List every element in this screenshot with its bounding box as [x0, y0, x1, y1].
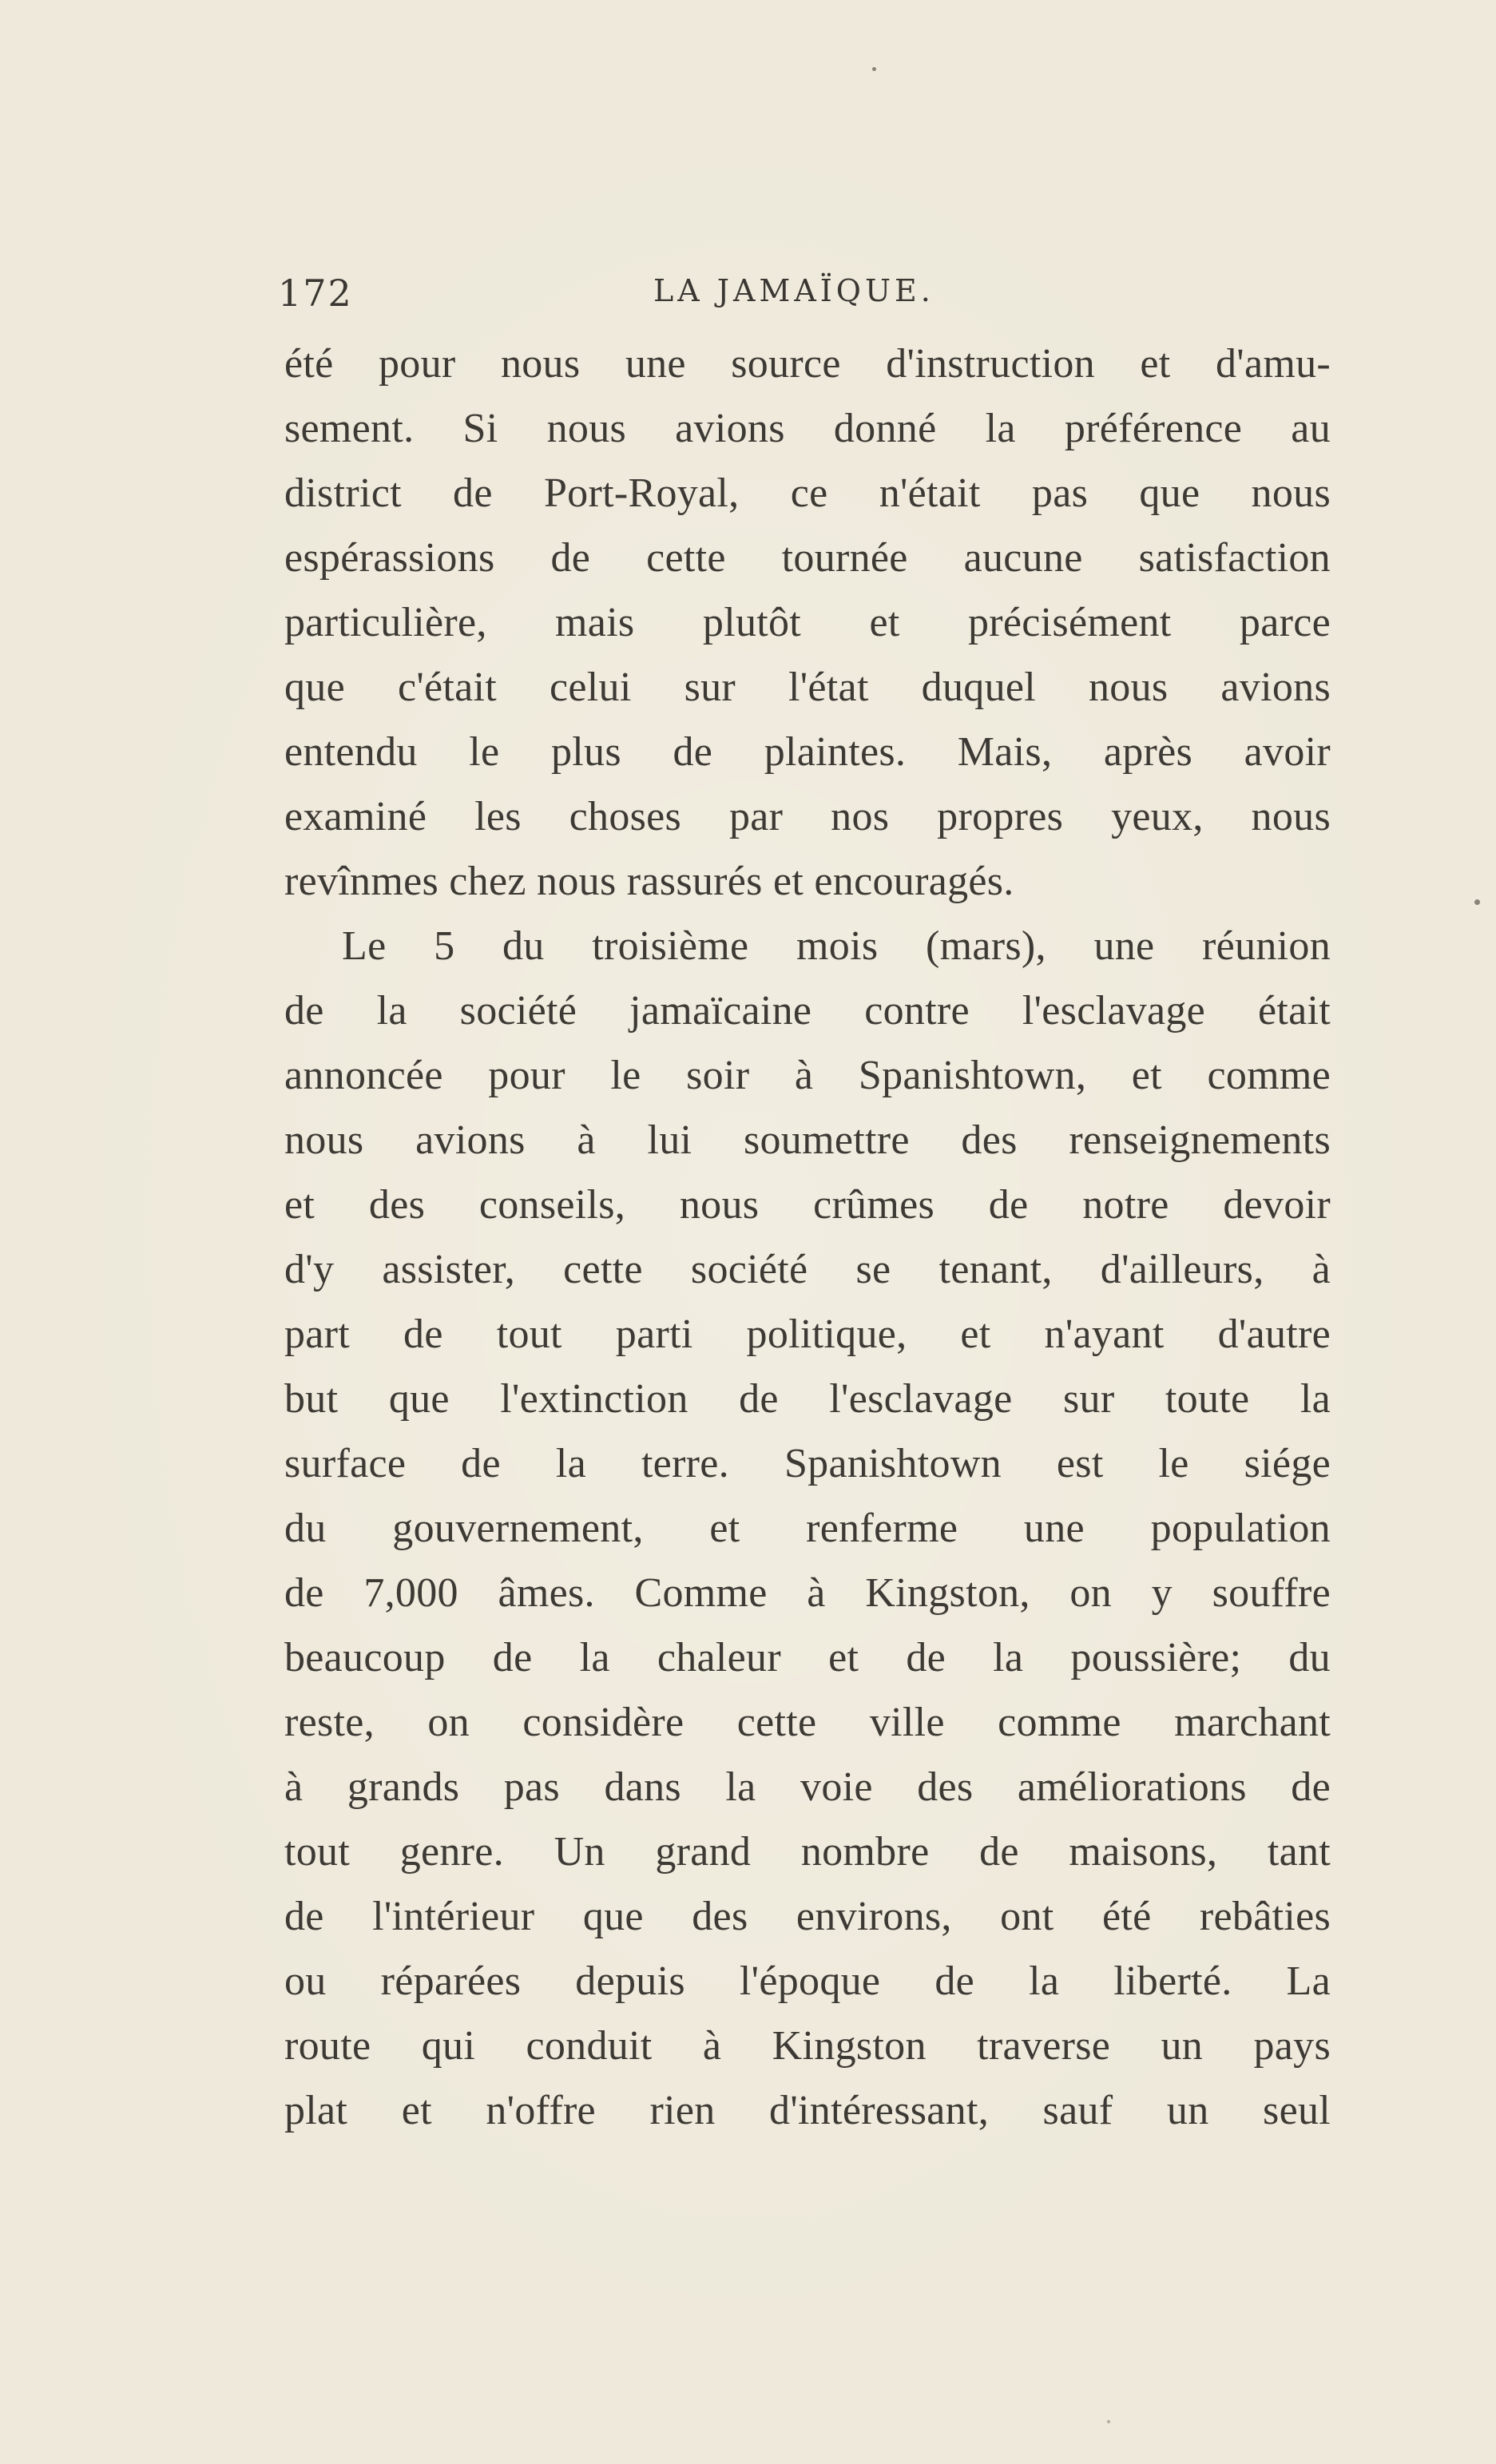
text-line: tout genre. Un grand nombre de maisons, tant — [284, 1829, 1331, 1875]
text-line: et des conseils, nous crûmes de notre devoir — [284, 1182, 1331, 1228]
text-line: plat et n'offre rien d'intéressant, sauf un seul — [284, 2088, 1331, 2133]
paper-speck — [1474, 899, 1480, 905]
running-head — [278, 267, 1332, 315]
text-line: de l'intérieur que des environs, ont été rebâties — [284, 1894, 1331, 1939]
body-text — [284, 331, 1331, 2143]
paper-speck — [872, 67, 876, 71]
text-line: entendu le plus de plaintes. Mais, après avoir — [284, 729, 1331, 775]
text-line: du gouvernement, et renferme une population — [284, 1506, 1331, 1551]
text-line: ou réparées depuis l'époque de la liberté. La — [284, 1958, 1331, 2004]
text-line: d'y assister, cette société se tenant, d'ailleurs, à — [284, 1247, 1331, 1292]
text-line: reste, on considère cette ville comme marchant — [284, 1700, 1331, 1745]
text-line: à grands pas dans la voie des améliorations de — [284, 1764, 1331, 1810]
text-line: examiné les choses par nos propres yeux, nous — [284, 794, 1331, 839]
text-line: surface de la terre. Spanishtown est le siége — [284, 1441, 1331, 1486]
text-line: but que l'extinction de l'esclavage sur toute la — [284, 1376, 1331, 1422]
text-line: sement. Si nous avions donné la préférence au — [284, 406, 1331, 451]
text-line: espérassions de cette tournée aucune satisfaction — [284, 535, 1331, 581]
text-line: de 7,000 âmes. Comme à Kingston, on y souffre — [284, 1570, 1331, 1616]
paragraph-start-line: Le 5 du troisième mois (mars), une réunion — [342, 923, 1331, 969]
running-title: LA JAMAÏQUE. — [653, 273, 935, 308]
text-line: que c'était celui sur l'état duquel nous avions — [284, 665, 1331, 710]
text-line: de la société jamaïcaine contre l'esclavage était — [284, 988, 1331, 1034]
text-line: beaucoup de la chaleur et de la poussière; du — [284, 1635, 1331, 1680]
paper-speck — [1107, 2420, 1110, 2423]
text-line: part de tout parti politique, et n'ayant d'autre — [284, 1311, 1331, 1357]
text-line: nous avions à lui soumettre des renseignements — [284, 1117, 1331, 1163]
text-line: été pour nous une source d'instruction et d'amu- — [284, 341, 1331, 387]
page-number: 172 — [278, 272, 353, 315]
paragraph-end-line: revînmes chez nous rassurés et encouragés. — [284, 859, 1014, 904]
text-line: district de Port-Royal, ce n'était pas que nous — [284, 470, 1331, 516]
text-line: route qui conduit à Kingston traverse un pays — [284, 2023, 1331, 2069]
text-line: annoncée pour le soir à Spanishtown, et comme — [284, 1053, 1331, 1098]
text-line: particulière, mais plutôt et précisément parce — [284, 600, 1331, 645]
